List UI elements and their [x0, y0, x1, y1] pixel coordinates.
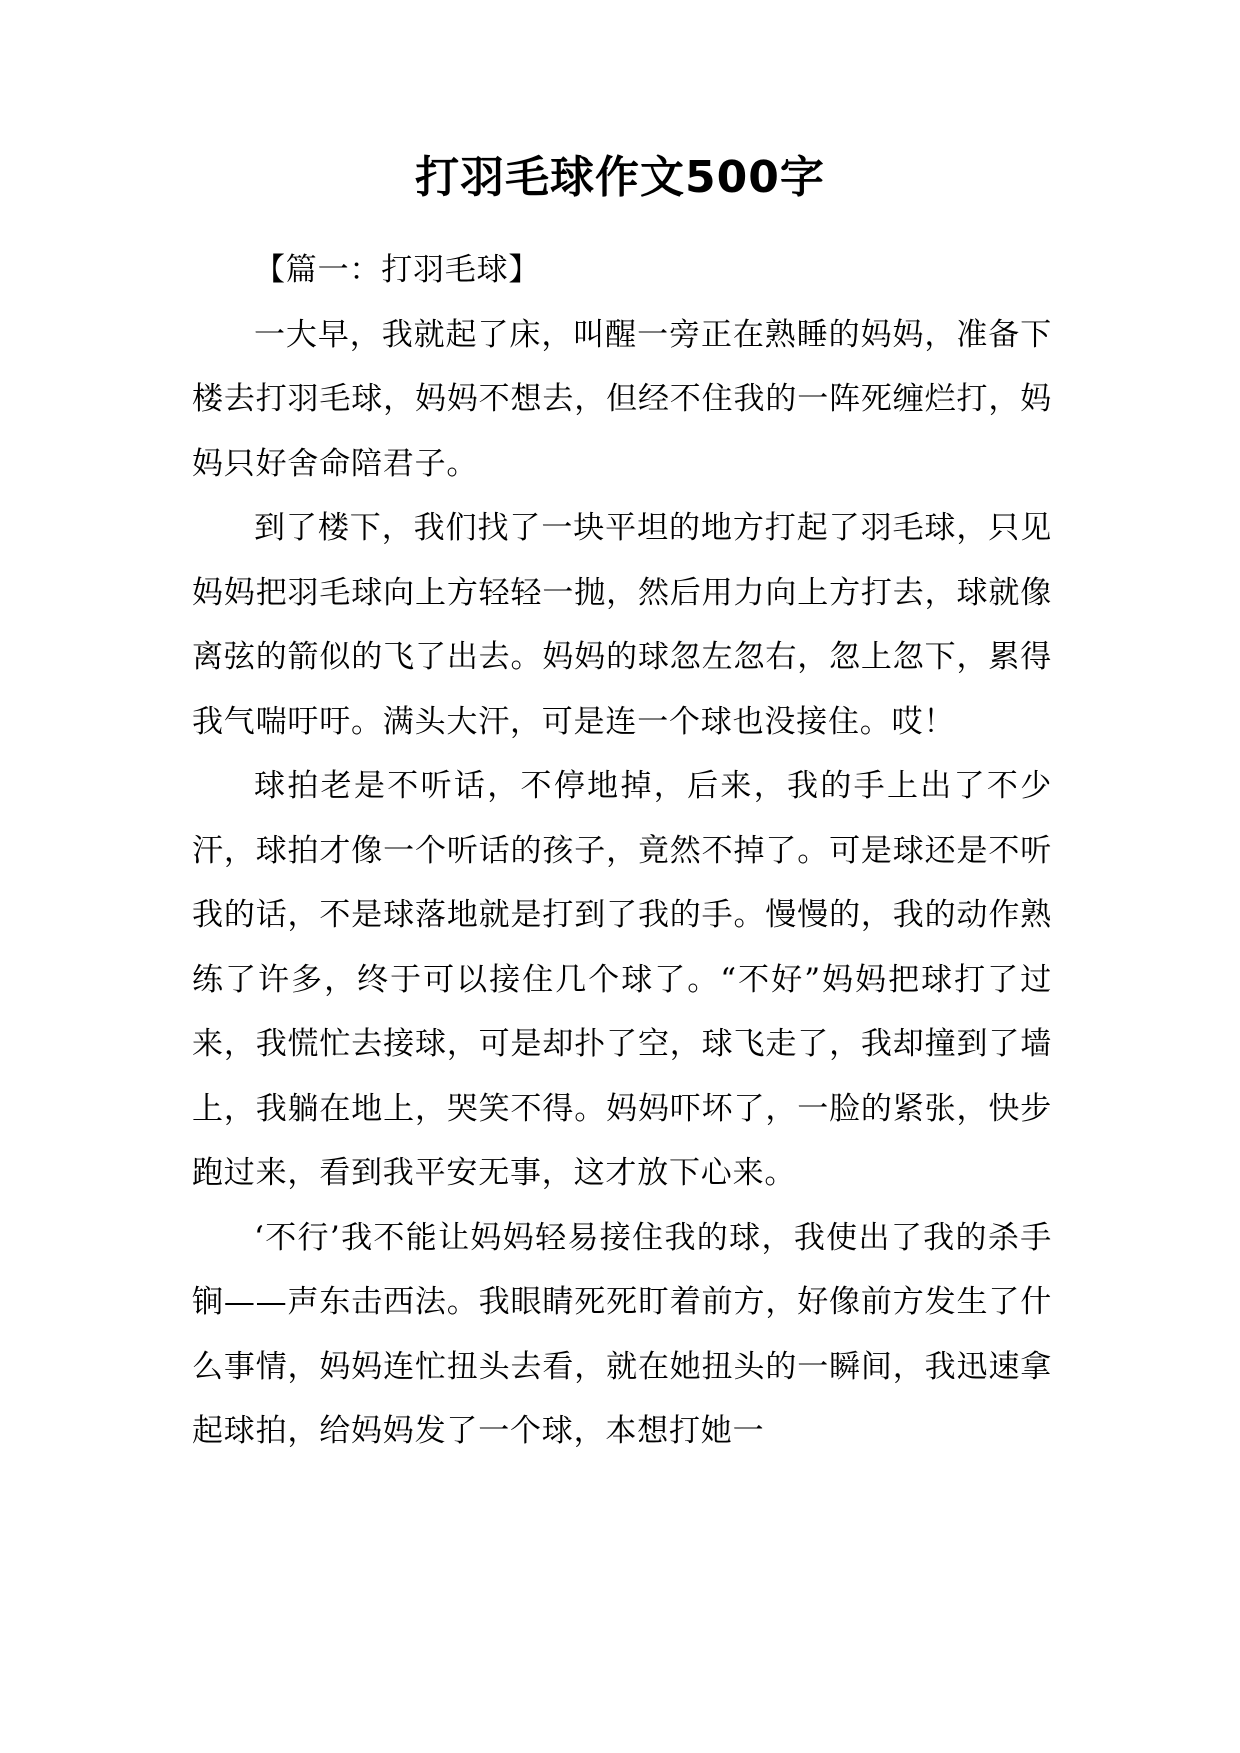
- document-title: 打羽毛球作文500字: [415, 152, 825, 203]
- paragraph-1: 一大早，我就起了床，叫醒一旁正在熟睡的妈妈，准备下楼去打羽毛球，妈妈不想去，但经不住我的一阵死缠烂打，妈妈只好舍命陪君子。: [192, 316, 1052, 482]
- paragraph-4: ‘不行’我不能让妈妈轻易接住我的球，我使出了我的杀手锏——声东击西法。我眼睛死死盯着前方，好像前方发生了什么事情，妈妈连忙扭头去看，就在她扭头的一瞬间，我迅速拿起球拍，给妈妈发了一个球，本想打她一: [192, 1219, 1052, 1449]
- paragraph-3: 球拍老是不听话，不停地掉，后来，我的手上出了不少汗，球拍才像一个听话的孩子，竟然不掉了。可是球还是不听我的话，不是球落地就是打到了我的手。慢慢的，我的动作熟练了许多，终于可以接住几个球了。“不好”妈妈把球打了过来，我慌忙去接球，可是却扑了空，球飞走了，我却撞到了墙上，我躺在地上，哭笑不得。妈妈吓坏了，一脸的紧张，快步跑过来，看到我平安无事，这才放下心来。: [192, 768, 1052, 1191]
- section-heading: 【篇一：打羽毛球】: [254, 252, 541, 288]
- paragraph-2: 到了楼下，我们找了一块平坦的地方打起了羽毛球，只见妈妈把羽毛球向上方轻轻一抛，然后用力向上方打去，球就像离弦的箭似的飞了出去。妈妈的球忽左忽右，忽上忽下，累得我气喘吁吁。满头大汗，可是连一个球也没接住。哎！: [192, 510, 1052, 740]
- document-body: [192, 238, 1052, 1464]
